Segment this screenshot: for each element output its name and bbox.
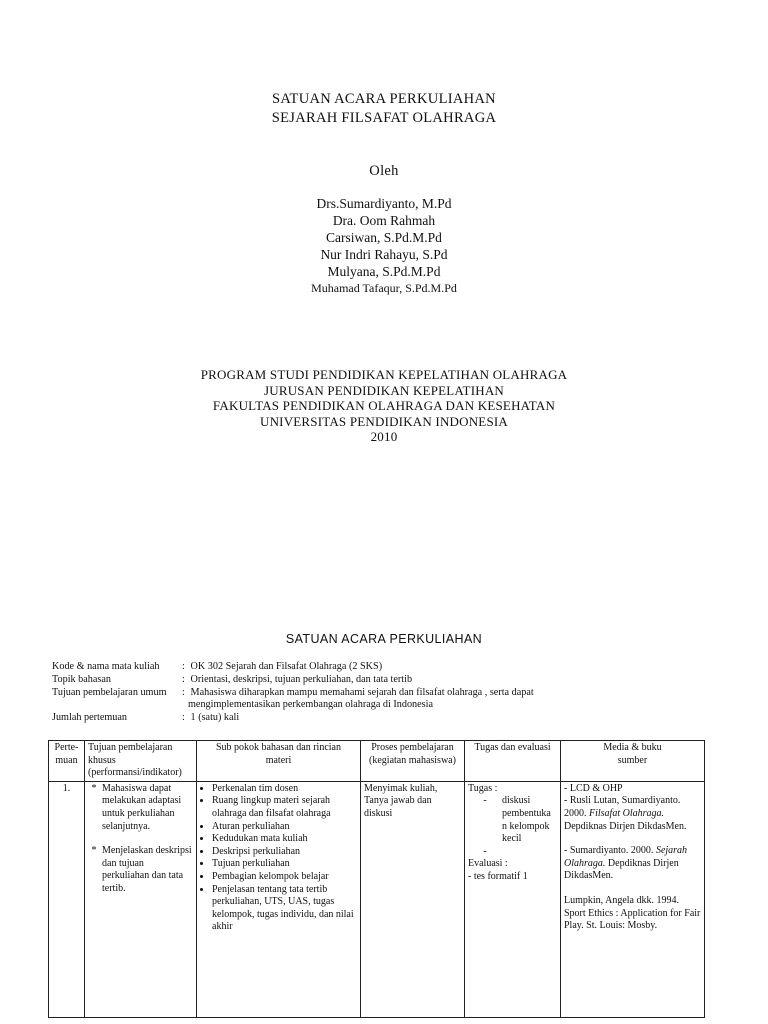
cell-objectives <box>85 781 197 1017</box>
header-media: Media & buku sumber <box>561 741 705 782</box>
tasks-item-row <box>468 795 557 845</box>
media-item-3 <box>564 845 701 883</box>
course-label: Kode & nama mata kuliah <box>52 661 160 672</box>
objective-item-1 <box>88 783 193 833</box>
table-row <box>49 781 705 1017</box>
header-objectives: Tujuan pembelajaran khusus (performansi/indikator) <box>85 741 197 782</box>
cell-tasks <box>465 781 561 1017</box>
media-item-2 <box>564 795 701 833</box>
list-item: • Pembagian kelompok belajar <box>212 871 357 884</box>
info-row-meetings <box>52 712 582 725</box>
list-item: • Kedudukan mata kuliah <box>212 833 357 846</box>
goal-value-line1: Mahasiswa diharapkan mampu memahami sejarah dan filsafat olahraga , serta dapat <box>190 686 534 698</box>
program-line-1: PROGRAM STUDI PENDIDIKAN KEPELATIHAN OLAHRAGA <box>200 367 568 382</box>
cell-meeting: 1. <box>49 781 85 1017</box>
author-6: Muhamad Tafaqur, S.Pd.M.Pd <box>311 281 457 295</box>
tasks-empty-row <box>468 846 557 859</box>
eval-label: Evaluasi : <box>468 858 508 870</box>
subtopic-list <box>200 783 357 934</box>
meetings-label: Jumlah pertemuan <box>52 712 127 724</box>
program-year: 2010 <box>370 429 398 444</box>
goal-value-cell: : Mahasiswa diharapkan mampu memahami sejarah dan filsafat olahraga , serta dapat mengimplementasikan perkembangan olahraga di Indonesia <box>182 687 582 713</box>
topic-value: Orientasi, deskripsi, tujuan perkuliahan, dan tata tertib <box>190 673 413 685</box>
objective-text-1: Mahasiswa dapat melakukan adaptasi untuk perkuliahan selanjutnya. <box>102 782 182 832</box>
header-tasks: Tugas dan evaluasi <box>465 741 561 782</box>
dash-icon: - <box>483 795 487 807</box>
media-item-1: - LCD & OHP <box>564 782 623 794</box>
info-row-topic <box>52 674 582 687</box>
program-line-3: FAKULTAS PENDIDIKAN OLAHRAGA DAN KESEHATAN <box>212 398 556 413</box>
program-line-4: UNIVERSITAS PENDIDIKAN INDONESIA <box>259 413 508 429</box>
media-2-author: - Rusli Lutan, Sumardiyanto. 2000. <box>564 795 681 819</box>
author-5: Mulyana, S.Pd.M.Pd <box>327 264 441 279</box>
header-meeting: Perte- muan <box>49 741 85 782</box>
objective-text-2: Menjelaskan deskripsi dan tujuan perkuliahan dan tata tertib. <box>102 845 192 894</box>
program-block <box>0 367 768 445</box>
media-2-title: Filsafat Olahraga. <box>589 807 665 819</box>
author-2: Dra. Oom Rahmah <box>332 213 436 228</box>
list-item: • Ruang lingkup materi sejarah olahraga dan filsafat olahraga <box>212 795 357 820</box>
goal-label: Tujuan pembelajaran umum <box>52 686 167 698</box>
meetings-value-cell: : 1 (satu) kali <box>182 712 240 724</box>
list-item: • Perkenalan tim dosen <box>212 783 357 796</box>
meetings-value: 1 (satu) kali <box>190 712 240 724</box>
list-item: • Penjelasan tentang tata tertib perkuliahan, UTS, UAS, tugas kelompok, tugas individu, dan nilai akhir <box>212 884 357 934</box>
eval-item: - tes formatif 1 <box>468 870 528 882</box>
sap-table <box>48 740 705 1018</box>
media-3-title: Sejarah Olahraga. <box>564 845 688 869</box>
topic-label: Topik bahasan <box>52 673 111 685</box>
info-row-course <box>52 661 582 674</box>
info-row-goal <box>52 687 582 713</box>
media-3-author: - Sumardiyanto. 2000. <box>564 845 656 857</box>
sap-heading: SATUAN ACARA PERKULIAHAN <box>285 632 483 646</box>
cover-title-line1: SATUAN ACARA PERKULIAHAN <box>272 91 496 107</box>
author-4: Nur Indri Rahayu, S.Pd <box>320 247 448 262</box>
media-3-publisher: Depdiknas Dirjen DikdasMen. <box>564 857 679 882</box>
list-item: • Tujuan perkuliahan <box>212 858 357 871</box>
objective-item-2 <box>88 845 193 895</box>
tasks-label: Tugas : <box>468 782 498 794</box>
author-3: Carsiwan, S.Pd.M.Pd <box>326 230 442 245</box>
cover-title <box>0 90 768 128</box>
header-process: Proses pembelajaran (kegiatan mahasiswa) <box>361 741 465 782</box>
list-item: • Deskripsi perkuliahan <box>212 846 357 859</box>
topic-value-cell: : Orientasi, deskripsi, tujuan perkuliahan, dan tata tertib <box>182 673 413 685</box>
author-list <box>0 195 768 297</box>
asterisk-icon: * <box>91 782 97 794</box>
course-info <box>52 661 582 725</box>
cell-process: Menyimak kuliah, Tanya jawab dan diskusi <box>361 781 465 1017</box>
header-subtopics: Sub pokok bahasan dan rincian materi <box>197 741 361 782</box>
cover-by-label: Oleh <box>369 163 399 179</box>
media-2-publisher: Depdiknas Dirjen DikdasMen. <box>564 820 687 832</box>
asterisk-icon: * <box>91 845 97 857</box>
tasks-item: diskusi pembentuka n kelompok kecil <box>502 795 551 845</box>
cover-title-line2: SEJARAH FILSAFAT OLAHRAGA <box>271 110 497 126</box>
table-header-row <box>49 741 705 782</box>
cell-subtopics <box>197 781 361 1017</box>
course-value-cell: : OK 302 Sejarah dan Filsafat Olahraga (2 SKS) <box>182 661 383 672</box>
media-item-4: Lumpkin, Angela dkk. 1994. Sport Ethics : Application for Fair Play. St. Louis: Mosby. <box>564 894 701 932</box>
dash-icon: - <box>483 845 487 857</box>
course-value: OK 302 Sejarah dan Filsafat Olahraga (2 SKS) <box>190 661 383 672</box>
goal-value-line2: mengimplementasikan perkembangan olahraga di Indonesia <box>188 699 433 711</box>
list-item: • Aturan perkuliahan <box>212 821 357 834</box>
program-line-2: JURUSAN PENDIDIKAN KEPELATIHAN <box>264 382 504 398</box>
author-1: Drs.Sumardiyanto, M.Pd <box>316 196 452 211</box>
cell-media <box>561 781 705 1017</box>
